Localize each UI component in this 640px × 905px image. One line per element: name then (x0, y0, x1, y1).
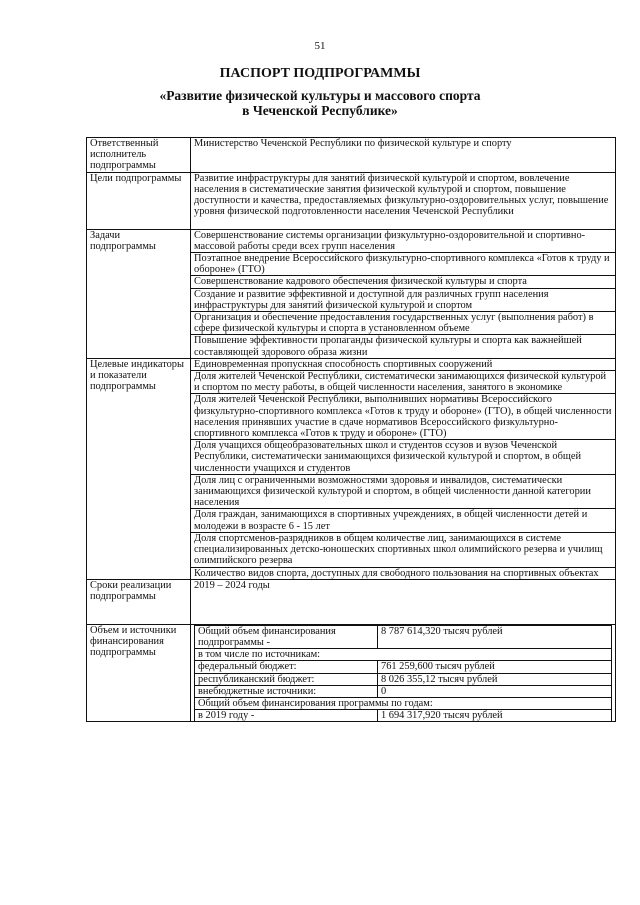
funding-details (191, 624, 616, 722)
funding-total-value: 8 787 614,320 тысяч рублей (378, 625, 612, 648)
page-number: 51 (314, 40, 326, 52)
funding-extra-value: 0 (378, 685, 612, 697)
value-period: 2019 – 2024 годы (191, 579, 616, 624)
passport-table (86, 137, 616, 722)
document-title-block (0, 66, 640, 118)
funding-extra-label: внебюджетные источники: (195, 685, 378, 697)
label-funding: Объем и источники финансирования подпрограммы (87, 624, 191, 722)
funding-federal-label: федеральный бюджет: (195, 661, 378, 673)
subtitle-line-1: «Развитие физической культуры и массового спорта (159, 88, 481, 103)
indicator-item: Количество видов спорта, доступных для свободного пользования на спортивных объектах (191, 567, 616, 579)
value-goals: Развитие инфраструктуры для занятий физической культурой и спортом, вовлечение населения в систематические занятия физической культурой и спортом, повышение доступности и качества, предоставляемых физкультурно-оздоровительных услуг, повышение уровня физической подготовленности населения Чеченской Республики (191, 172, 616, 229)
indicator-item: Доля жителей Чеченской Республики, выполнивших нормативы Всероссийского физкультурно-спортивного комплекса «Готов к труду и обороне» (ГТО), в общей численности населения принявших участие в сдаче нормативов Всероссийского физкультурно-спортивного комплекса «Готов к труду и обороне» (ГТО) (191, 394, 616, 440)
indicator-item: Доля учащихся общеобразовательных школ и студентов ссузов и вузов Чеченской Республики, систематически занимающихся физической культурой и спортом, в общей численности учащихся и студентов (191, 440, 616, 475)
task-item: Создание и развитие эффективной и доступной для различных групп населения инфраструктуры для занятий физической культурой и спортом (191, 288, 616, 311)
row-goals (87, 172, 616, 229)
row-period (87, 579, 616, 624)
task-item: Повышение эффективности пропаганды физической культуры и спорта как важнейшей составляющей здорового образа жизни (191, 335, 616, 358)
funding-federal-value: 761 259,600 тысяч рублей (378, 661, 612, 673)
indicator-item: Доля жителей Чеченской Республики, систематически занимающихся физической культурой и спортом по месту работы, в общей численности населения, занятого в экономике (191, 371, 616, 394)
task-item: Поэтапное внедрение Всероссийского физкультурно-спортивного комплекса «Готов к труду и обороне» (ГТО) (191, 253, 616, 276)
indicator-item: Доля граждан, занимающихся в спортивных учреждениях, в общей численности детей и молодежи в возрасте 6 - 15 лет (191, 509, 616, 532)
label-goals: Цели подпрограммы (87, 172, 191, 229)
funding-table (194, 625, 612, 722)
row-funding (87, 624, 616, 722)
row-tasks (87, 229, 616, 252)
funding-by-source: в том числе по источникам: (195, 649, 612, 661)
indicator-item: Доля спортсменов-разрядников в общем количестве лиц, занимающихся в системе специализированных детско-юношеских спортивных школ олимпийского резерва и училищ олимпийского резерва (191, 532, 616, 567)
indicator-item: Единовременная пропускная способность спортивных сооружений (191, 358, 616, 370)
label-responsible: Ответственный исполнитель подпрограммы (87, 138, 191, 173)
task-item: Организация и обеспечение предоставления государственных услуг (выполнения работ) в сфере физической культуры и спорта в установленном объеме (191, 312, 616, 335)
page-title: ПАСПОРТ ПОДПРОГРАММЫ (219, 66, 421, 81)
funding-by-years: Общий объем финансирования программы по годам: (195, 697, 612, 709)
task-item: Совершенствование системы организации физкультурно-оздоровительной и спортивно-массовой работы среди всех групп населения (191, 229, 616, 252)
row-responsible (87, 138, 616, 173)
funding-2019-value: 1 694 317,920 тысяч рублей (378, 710, 612, 722)
value-responsible: Министерство Чеченской Республики по физической культуре и спорту (191, 138, 616, 173)
label-indicators: Целевые индикаторы и показатели подпрограммы (87, 358, 191, 579)
funding-republic-label: республиканский бюджет: (195, 673, 378, 685)
funding-2019-label: в 2019 году - (195, 710, 378, 722)
label-tasks: Задачи подпрограммы (87, 229, 191, 358)
indicator-item: Доля лиц с ограниченными возможностями здоровья и инвалидов, систематически занимающихся физической культурой и спортом, в общей численности данной категории населения (191, 474, 616, 509)
funding-republic-value: 8 026 355,12 тысяч рублей (378, 673, 612, 685)
funding-total-label: Общий объем финансирования подпрограммы - (195, 625, 378, 648)
label-period: Сроки реализации подпрограммы (87, 579, 191, 624)
subtitle-line-2: в Чеченской Республике» (242, 103, 398, 118)
task-item: Совершенствование кадрового обеспечения физической культуры и спорта (191, 276, 616, 288)
row-indicators (87, 358, 616, 370)
